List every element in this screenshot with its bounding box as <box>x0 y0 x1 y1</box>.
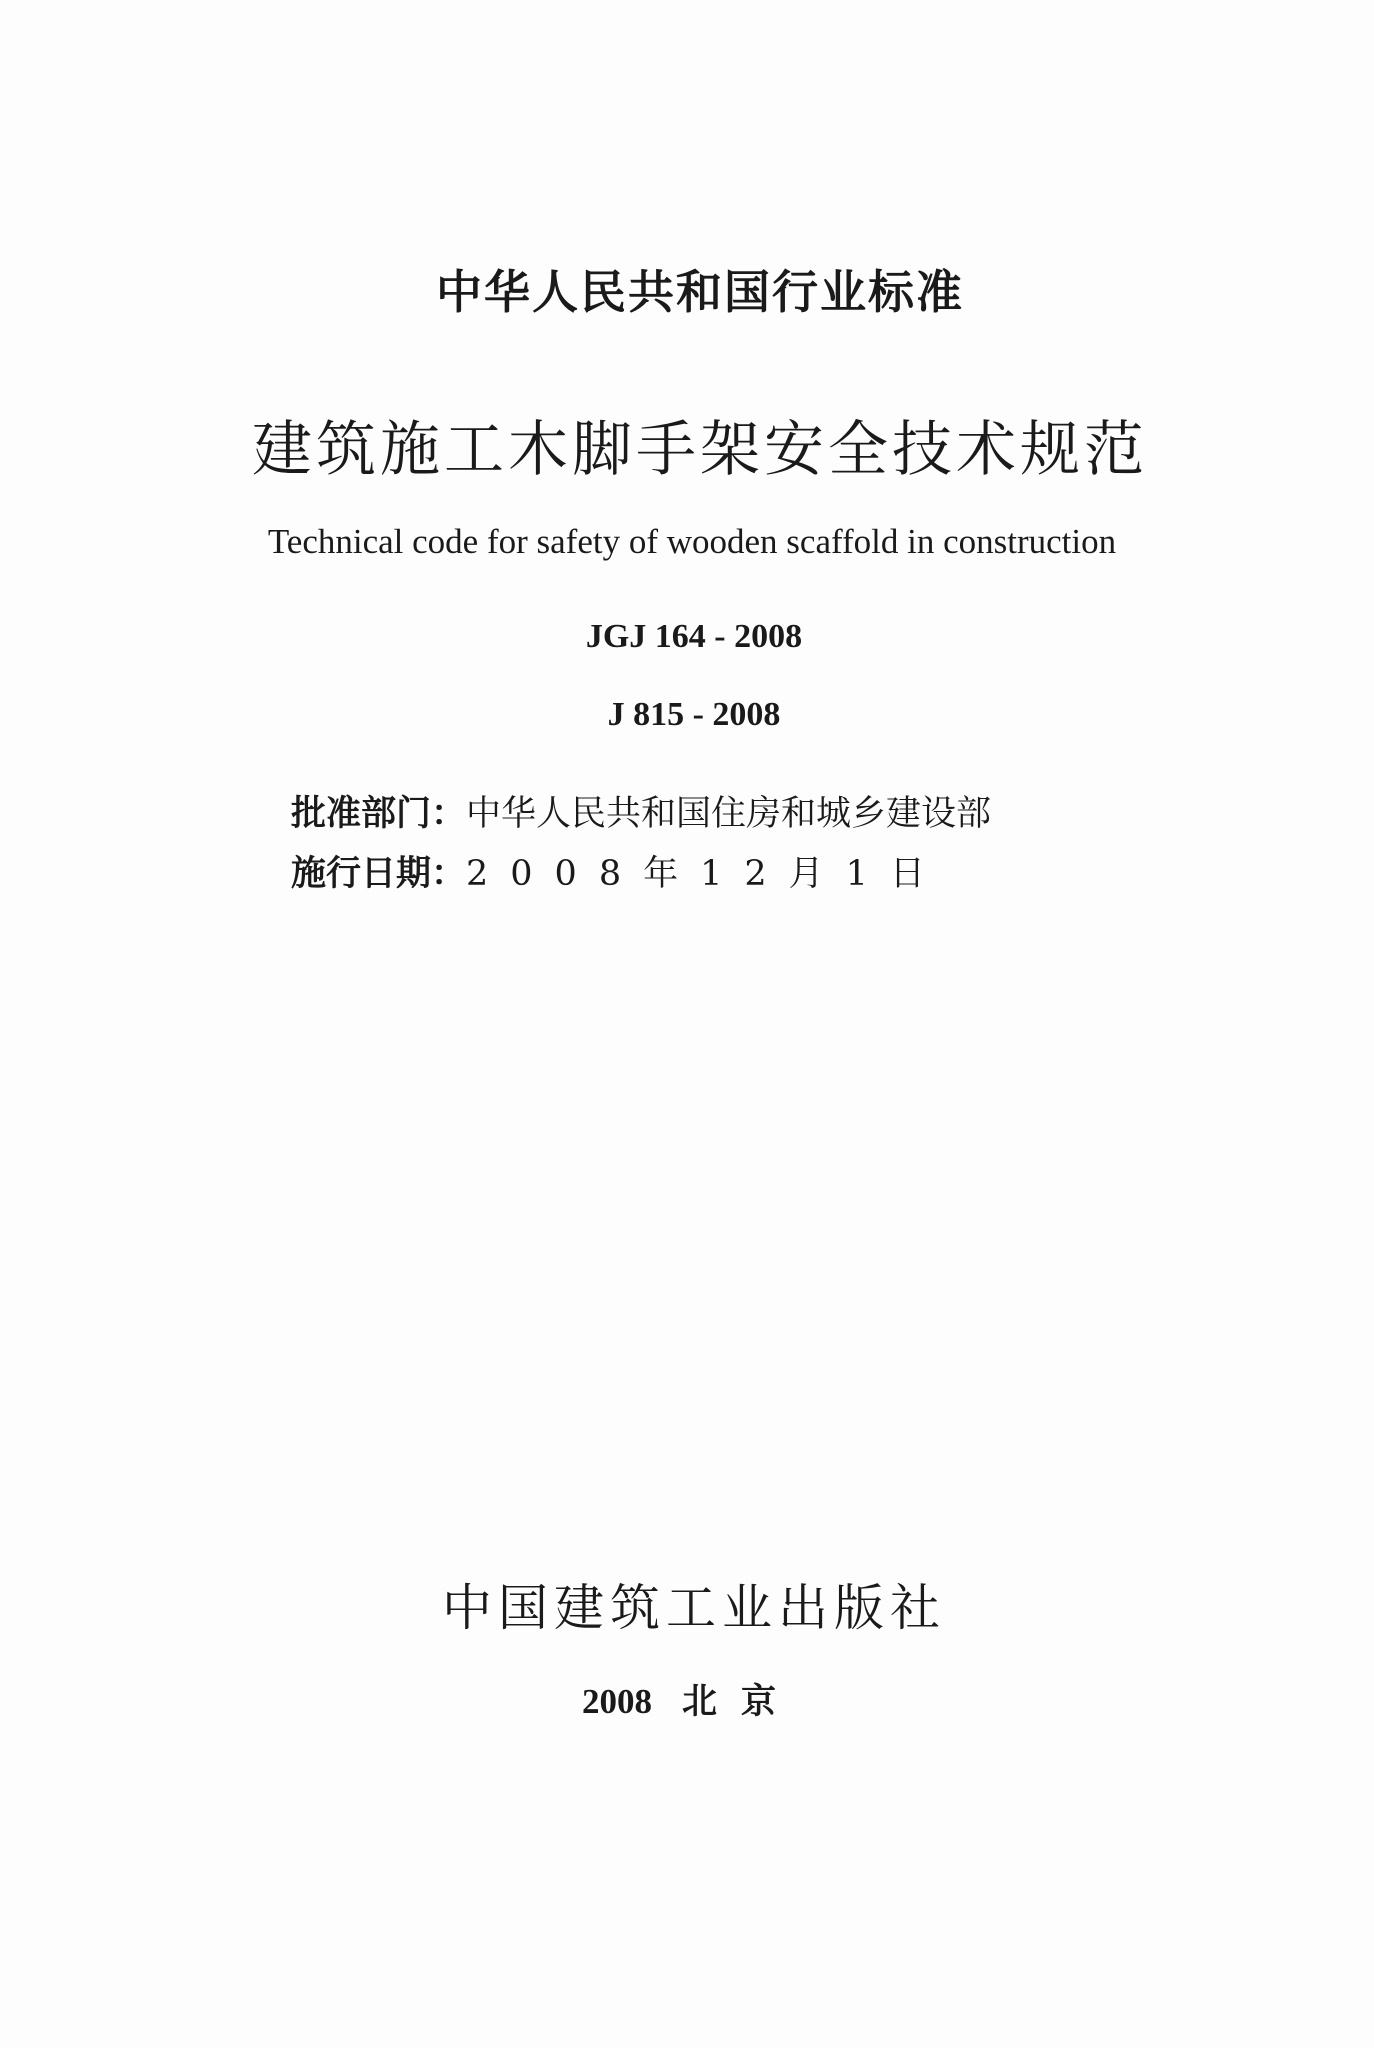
effective-label: 施行日期： <box>291 854 467 894</box>
publication-city: 北京 <box>681 1682 800 1722</box>
publisher-name: 中国建筑工业出版社 <box>442 1579 946 1637</box>
standard-category: 中华人民共和国行业标准 <box>436 265 964 319</box>
effective-value: 2008年12月1日 <box>466 854 947 894</box>
approval-department <box>291 786 991 836</box>
title-english: Technical code for safety of wooden scaffold in construction <box>267 522 1117 561</box>
publication-place <box>0 1674 1374 1724</box>
approval-value: 中华人民共和国住房和城乡建设部 <box>466 794 992 834</box>
standard-code-j: J 815 - 2008 <box>607 696 781 733</box>
effective-date <box>291 846 947 896</box>
standard-code-jgj: JGJ 164 - 2008 <box>585 618 803 655</box>
title-chinese: 建筑施工木脚手架安全技术规范 <box>252 415 1148 485</box>
publication-year: 2008 <box>581 1682 652 1721</box>
approval-label: 批准部门： <box>291 794 467 834</box>
